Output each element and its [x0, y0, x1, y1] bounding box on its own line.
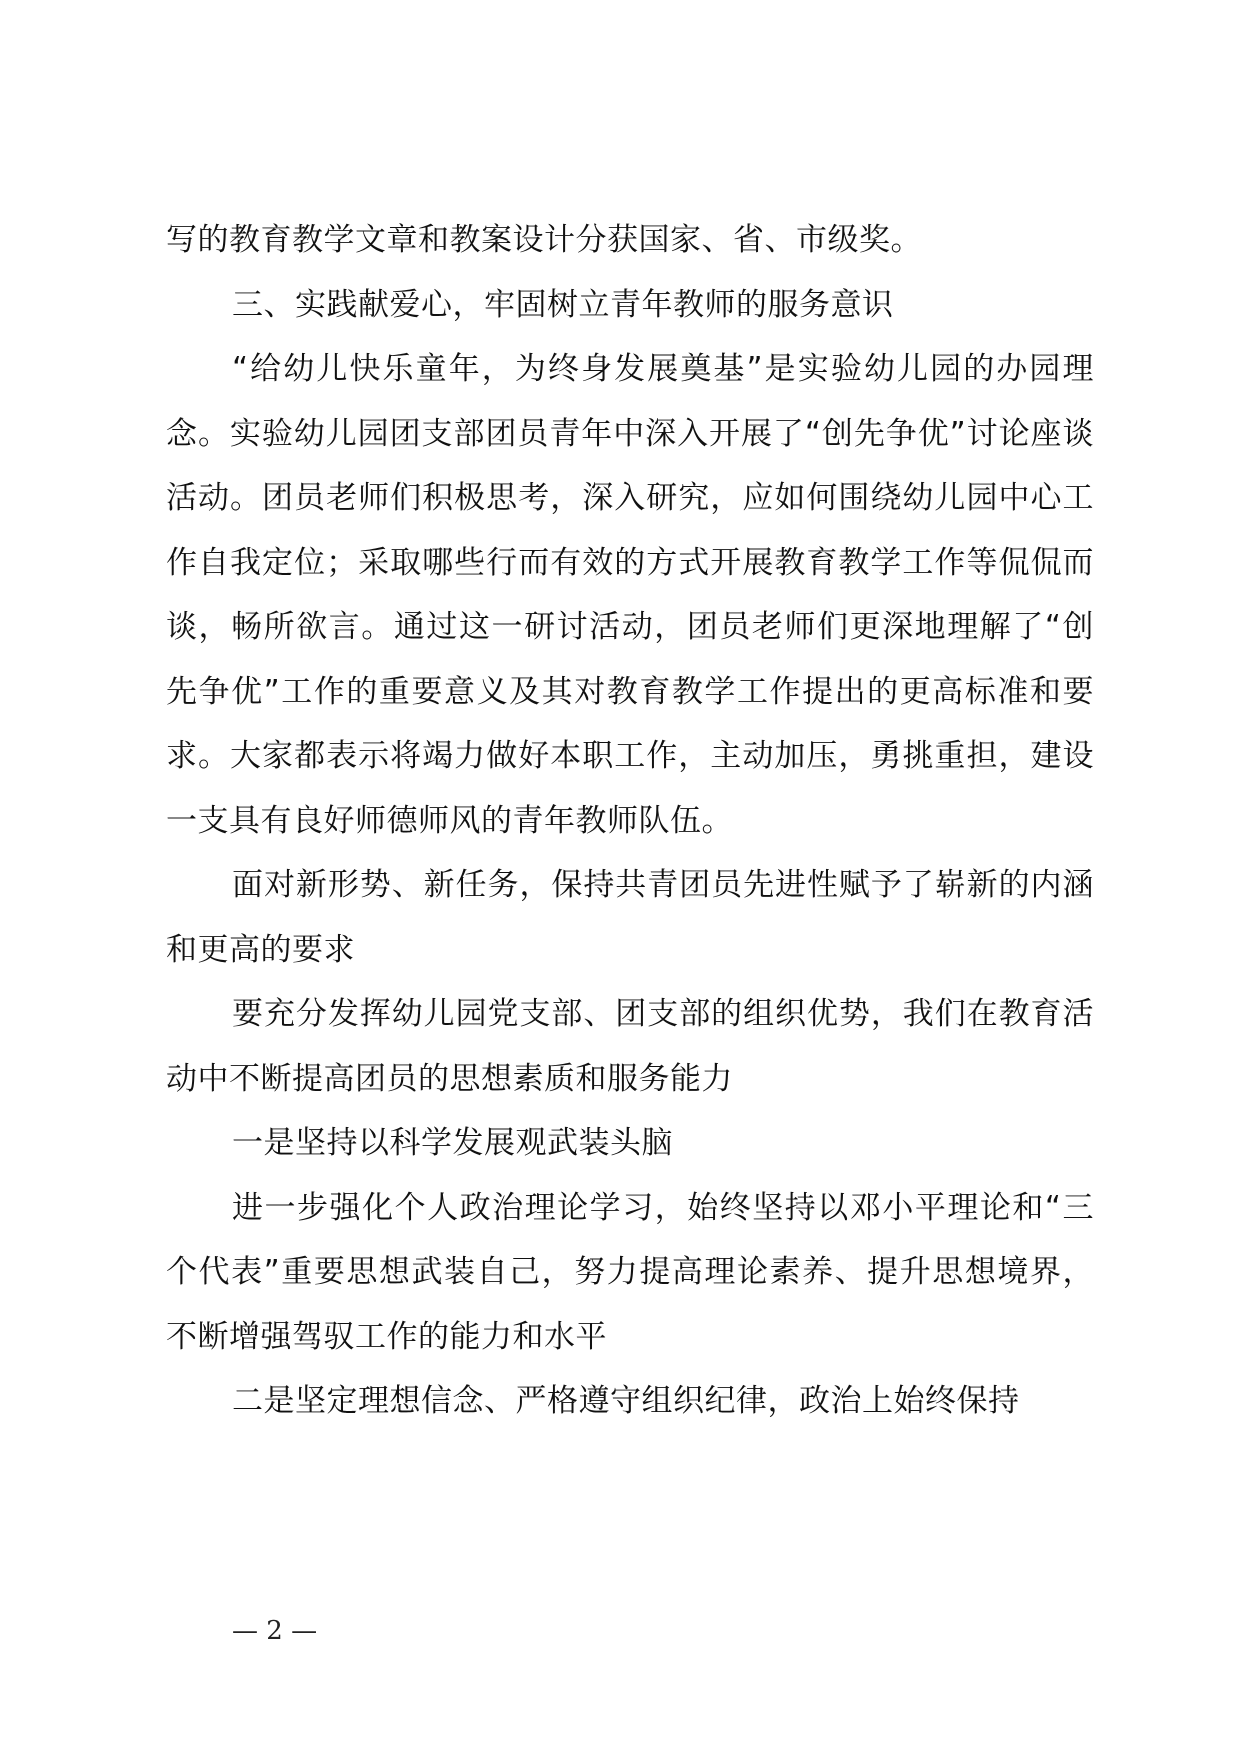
paragraph-continuation: 写的教育教学文章和教案设计分获国家、省、市级奖。: [166, 222, 922, 258]
paragraph-theory-study: 进一步强化个人政治理论学习，始终坚持以邓小平理论和“三个代表”重要思想武装自己，努力提高理论素养、提升思想境界，不断增强驾驭工作的能力和水平: [166, 1189, 1094, 1355]
body-text: [166, 208, 1094, 1434]
paragraph-organization: 要充分发挥幼儿园党支部、团支部的组织优势，我们在教育活动中不断提高团员的思想素质和服务能力: [166, 996, 1094, 1097]
paragraph-new-situation: 面对新形势、新任务，保持共青团员先进性赋予了崭新的内涵和更高的要求: [166, 867, 1094, 968]
page-number: — 2 —: [232, 1616, 318, 1646]
section-heading-3: 三、实践献爱心，牢固树立青年教师的服务意识: [232, 286, 894, 323]
paragraph-philosophy: “给幼儿快乐童年，为终身发展奠基”是实验幼儿园的办园理念。实验幼儿园团支部团员青年中深入开展了“创先争优”讨论座谈活动。团员老师们积极思考，深入研究，应如何围绕幼儿园中心工作自我定位；采取哪些行而有效的方式开展教育教学工作等侃侃而谈，畅所欲言。通过这一研讨活动，团员老师们更深地理解了“创先争优”工作的重要意义及其对教育教学工作提出的更高标准和要求。大家都表示将竭力做好本职工作，主动加压，勇挑重担，建设一支具有良好师德师风的青年教师队伍。: [166, 351, 1094, 839]
paragraph-point-1: 一是坚持以科学发展观武装头脑: [232, 1125, 673, 1161]
paragraph-point-2: 二是坚定理想信念、严格遵守组织纪律，政治上始终保持: [232, 1383, 1020, 1419]
